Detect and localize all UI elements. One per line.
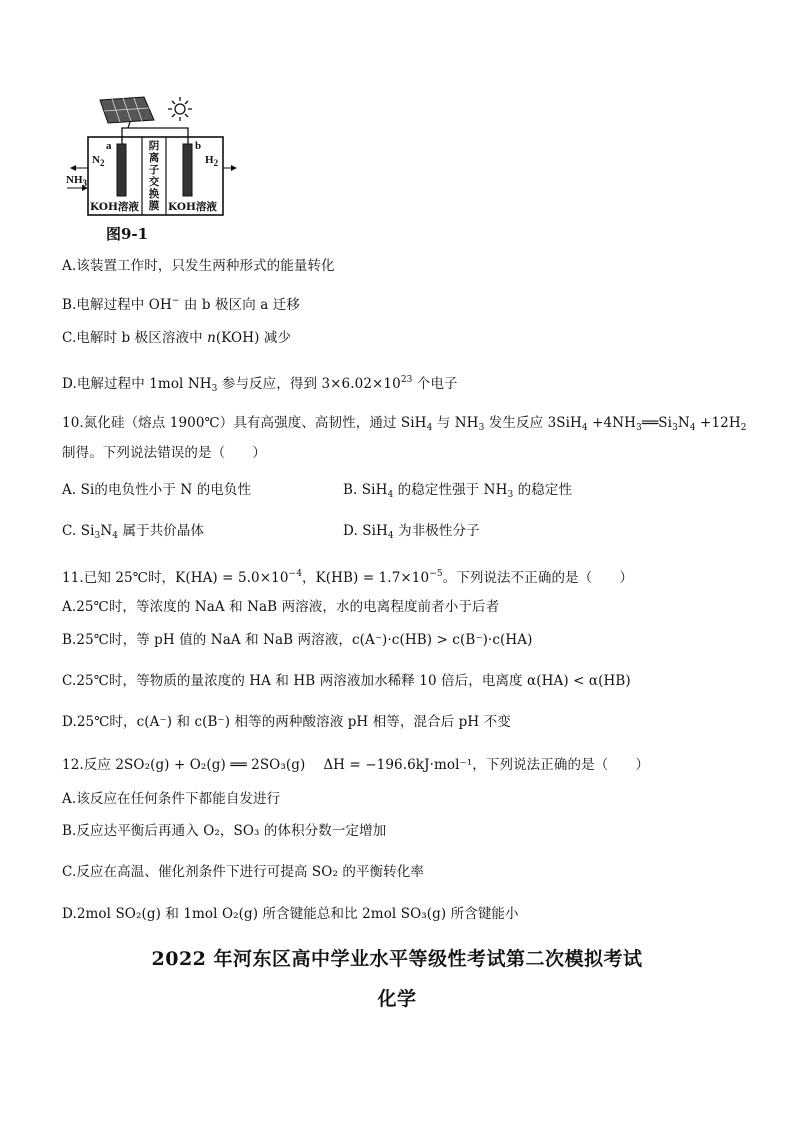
q9-option-b: B.电解过程中 OH− 由 b 极区向 a 迁移	[62, 296, 300, 313]
membrane-char: 膜	[148, 200, 160, 212]
membrane-char: 离	[148, 152, 160, 164]
exam-title: 2022 年河东区高中学业水平等级性考试第二次模拟考试	[151, 948, 643, 970]
electrode-a-label: a	[106, 140, 112, 152]
q12-option-a: A.该反应在任何条件下都能自发进行	[62, 791, 281, 807]
membrane-char: 子	[148, 164, 160, 176]
q11-option-c: C.25℃时，等物质的量浓度的 HA 和 HB 两溶液加水稀释 10 倍后，电离度 α(HA) < α(HB)	[62, 673, 631, 689]
q10-option-b: B. SiH$_4$ 的稳定性强于 $NH_3$ 的稳定性	[343, 482, 573, 500]
q12-option-b: B.反应达平衡后再通入 O₂，SO₃ 的体积分数一定增加	[62, 823, 387, 839]
q9-option-c: C.电解时 b 极区溶液中 n(KOH) 减少	[62, 330, 292, 346]
membrane-char: 交	[148, 176, 160, 188]
electrode-b-label: b	[195, 140, 202, 152]
q12-option-d: D.2mol SO₂(g) 和 1mol O₂(g) 所含键能总和比 2mol SO₃(g) 所含键能小	[62, 906, 519, 922]
membrane-char: 换	[148, 188, 160, 200]
q10-option-a: A. Si的电负性小于 N 的电负性	[62, 482, 252, 498]
sun-icon	[168, 97, 192, 121]
q10-option-c: C. $Si_3N_4$ 属于共价晶体	[62, 523, 205, 541]
q11-option-a: A.25℃时，等浓度的 NaA 和 NaB 两溶液，水的电离程度前者小于后者	[62, 599, 500, 615]
membrane-char: 阴	[148, 140, 160, 152]
q9-option-a: A.该装置工作时，只发生两种形式的能量转化	[62, 258, 335, 274]
left-gas-label: $N_2$	[92, 154, 105, 168]
solar-panel-icon	[100, 97, 154, 128]
q10-stem-line2: 制得。下列说法错误的是（ ）	[62, 445, 266, 461]
q11-option-d: D.25℃时，c(A⁻) 和 c(B⁻) 相等的两种酸溶液 pH 相等，混合后 pH 不变	[62, 714, 511, 730]
q11-option-b: B.25℃时，等 pH 值的 NaA 和 NaB 两溶液，c(A⁻)·c(HB) > c(B⁻)·c(HA)	[62, 632, 533, 648]
q9-option-d: D.电解过程中 1mol $NH_3$ 参与反应，得到 $3\times 6.02\times 10^{23}$ 个电子	[62, 375, 458, 394]
left-solution-label: KOH溶液	[90, 201, 139, 213]
left-input-label: $NH_3$	[66, 174, 87, 188]
membrane-label	[146, 140, 162, 212]
electrode-a	[117, 144, 126, 196]
right-gas-label: $H_2$	[205, 154, 219, 168]
q12-option-c: C.反应在高温、催化剂条件下进行可提高 SO₂ 的平衡转化率	[62, 864, 424, 880]
q10-option-d: D. SiH$_4$ 为非极性分子	[343, 523, 480, 541]
q11-stem: 11.已知 25℃时，$K(HA) = 5.0\times 10^{-4}$，$K(HB) = 1.7\times 10^{-5}$。下列说法不正确的是（ ）	[62, 569, 634, 586]
figure-caption: 图9-1	[106, 225, 149, 243]
q12-stem: 12.反应 2SO₂(g) + O₂(g) ══ 2SO₃(g) ΔH = −196.6kJ·mol⁻¹，下列说法正确的是（ ）	[62, 757, 650, 773]
right-solution-label: KOH溶液	[168, 201, 217, 213]
electrode-b	[183, 144, 192, 196]
electrolysis-diagram	[62, 92, 242, 261]
exam-subject: 化学	[377, 988, 417, 1010]
q10-stem-line1: 10.氮化硅（熔点 1900℃）具有高强度、高韧性，通过 SiH$_4$ 与 $NH_3$ 发生反应 $3SiH_4 +4NH_3══Si_3N_4 +12H_2$	[62, 415, 747, 433]
